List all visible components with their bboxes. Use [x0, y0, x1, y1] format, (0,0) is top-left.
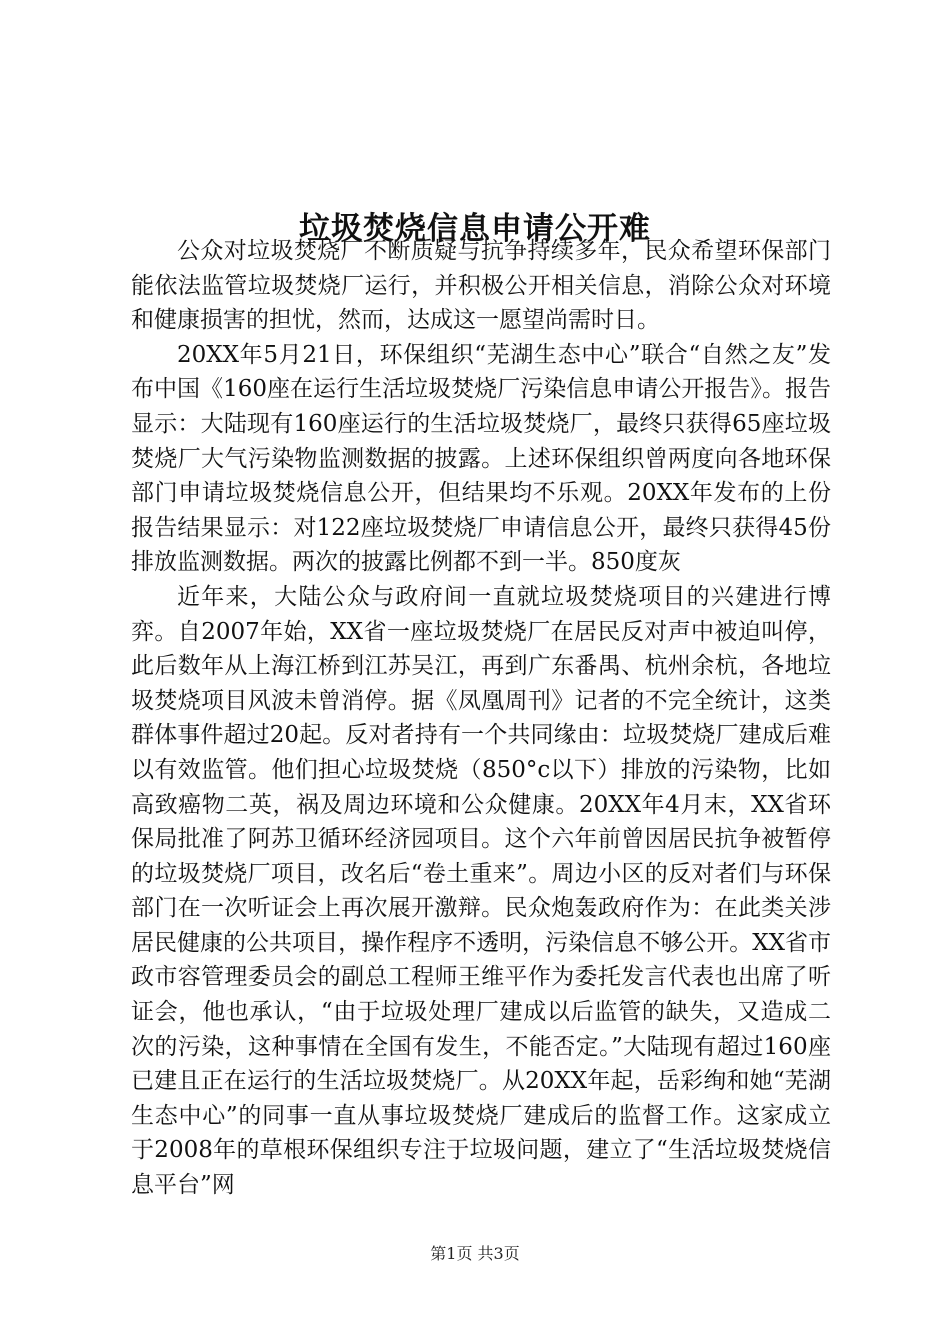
- document-body: [131, 234, 831, 1203]
- page-number: 第1页 共3页: [430, 1244, 520, 1263]
- paragraph-report: 20XX年5月21日，环保组织“芜湖生态中心”联合“自然之友”发布中国《160座在运行生活垃圾焚烧厂污染信息申请公开报告》。报告显示：大陆现有160座运行的生活垃圾焚烧厂，最终只获得65座垃圾焚烧厂大气污染物监测数据的披露。上述环保组织曾两度向各地环保部门申请垃圾焚烧信息公开，但结果均不乐观。20XX年发布的上份报告结果显示：对122座垃圾焚烧厂申请信息公开，最终只获得45份排放监测数据。两次的披露比例都不到一半。850度灰: [131, 341, 831, 576]
- document-title: 垃圾焚烧信息申请公开难: [299, 210, 651, 247]
- paragraph-history: 近年来，大陆公众与政府间一直就垃圾焚烧项目的兴建进行博弈。自2007年始，XX省一座垃圾焚烧厂在居民反对声中被迫叫停，此后数年从上海江桥到江苏吴江，再到广东番禺、杭州余杭，各地垃圾焚烧项目风波未曾消停。据《凤凰周刊》记者的不完全统计，这类群体事件超过20起。反对者持有一个共同缘由：垃圾焚烧厂建成后难以有效监管。他们担心垃圾焚烧（850°c以下）排放的污染物，比如高致癌物二英，祸及周边环境和公众健康。20XX年4月末，XX省环保局批准了阿苏卫循环经济园项目。这个六年前曾因居民抗争被暂停的垃圾焚烧厂项目，改名后“卷土重来”。周边小区的反对者们与环保部门在一次听证会上再次展开激辩。民众炮轰政府作为：在此类关涉居民健康的公共项目，操作程序不透明，污染信息不够公开。XX省市政市容管理委员会的副总工程师王维平作为委托发言代表也出席了听证会，他也承认，“由于垃圾处理厂建成以后监管的缺失，又造成二次的污染，这种事情在全国有发生，不能否定。”大陆现有超过160座已建且正在运行的生活垃圾焚烧厂。从20XX年起，岳彩绚和她“芜湖生态中心”的同事一直从事垃圾焚烧厂建成后的监督工作。这家成立于2008年的草根环保组织专注于垃圾问题，建立了“生活垃圾焚烧信息平台”网: [131, 583, 831, 1199]
- paragraph-intro: 公众对垃圾焚烧厂不断质疑与抗争持续多年，民众希望环保部门能依法监管垃圾焚烧厂运行，并积极公开相关信息，消除公众对环境和健康损害的担忧，然而，达成这一愿望尚需时日。: [131, 238, 831, 334]
